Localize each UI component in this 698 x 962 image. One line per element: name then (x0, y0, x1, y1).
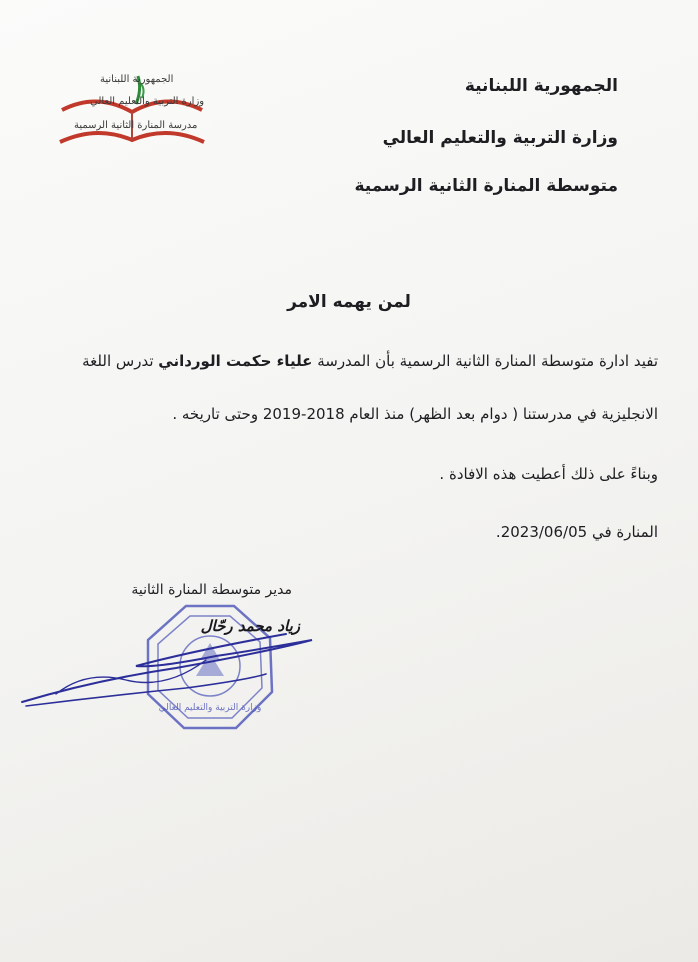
handwritten-signature-icon (16, 610, 326, 720)
logo-text-ministry: وزارة التربية والتعليم العالي (90, 96, 205, 107)
p1-end: تدرس اللغة (82, 352, 159, 370)
body-paragraph-1 (82, 352, 658, 370)
body-paragraph-2: الانجليزية في مدرستنا ( دوام بعد الظهر) منذ العام 2018-2019 وحتى تاريخه . (172, 405, 658, 423)
logo-text-school: مدرسة المنارة الثانية الرسمية (74, 120, 198, 131)
school-logo (52, 70, 212, 160)
header-republic: الجمهورية اللبنانية (464, 76, 618, 96)
header-school: متوسطة المنارة الثانية الرسمية (354, 176, 618, 196)
signature-title: مدير متوسطة المنارة الثانية (131, 582, 292, 598)
signatory-name: زياد محمد رحّال (200, 617, 300, 635)
header-ministry: وزارة التربية والتعليم العالي (382, 128, 618, 148)
stamp-text: وزارة التربية والتعليم العالي (158, 703, 262, 713)
student-name: علياء حكمت الورداني (158, 352, 313, 370)
p1-start: تفيد ادارة متوسطة المنارة الثانية الرسمية بأن المدرسة (312, 352, 658, 370)
body-paragraph-3: وبناءً على ذلك أعطيت هذه الافادة . (439, 465, 658, 483)
letter-subject: لمن يهمه الامر (287, 292, 411, 312)
date-line: المنارة في 2023/06/05. (495, 523, 658, 541)
logo-text-republic: الجمهورية اللبنانية (100, 74, 174, 85)
